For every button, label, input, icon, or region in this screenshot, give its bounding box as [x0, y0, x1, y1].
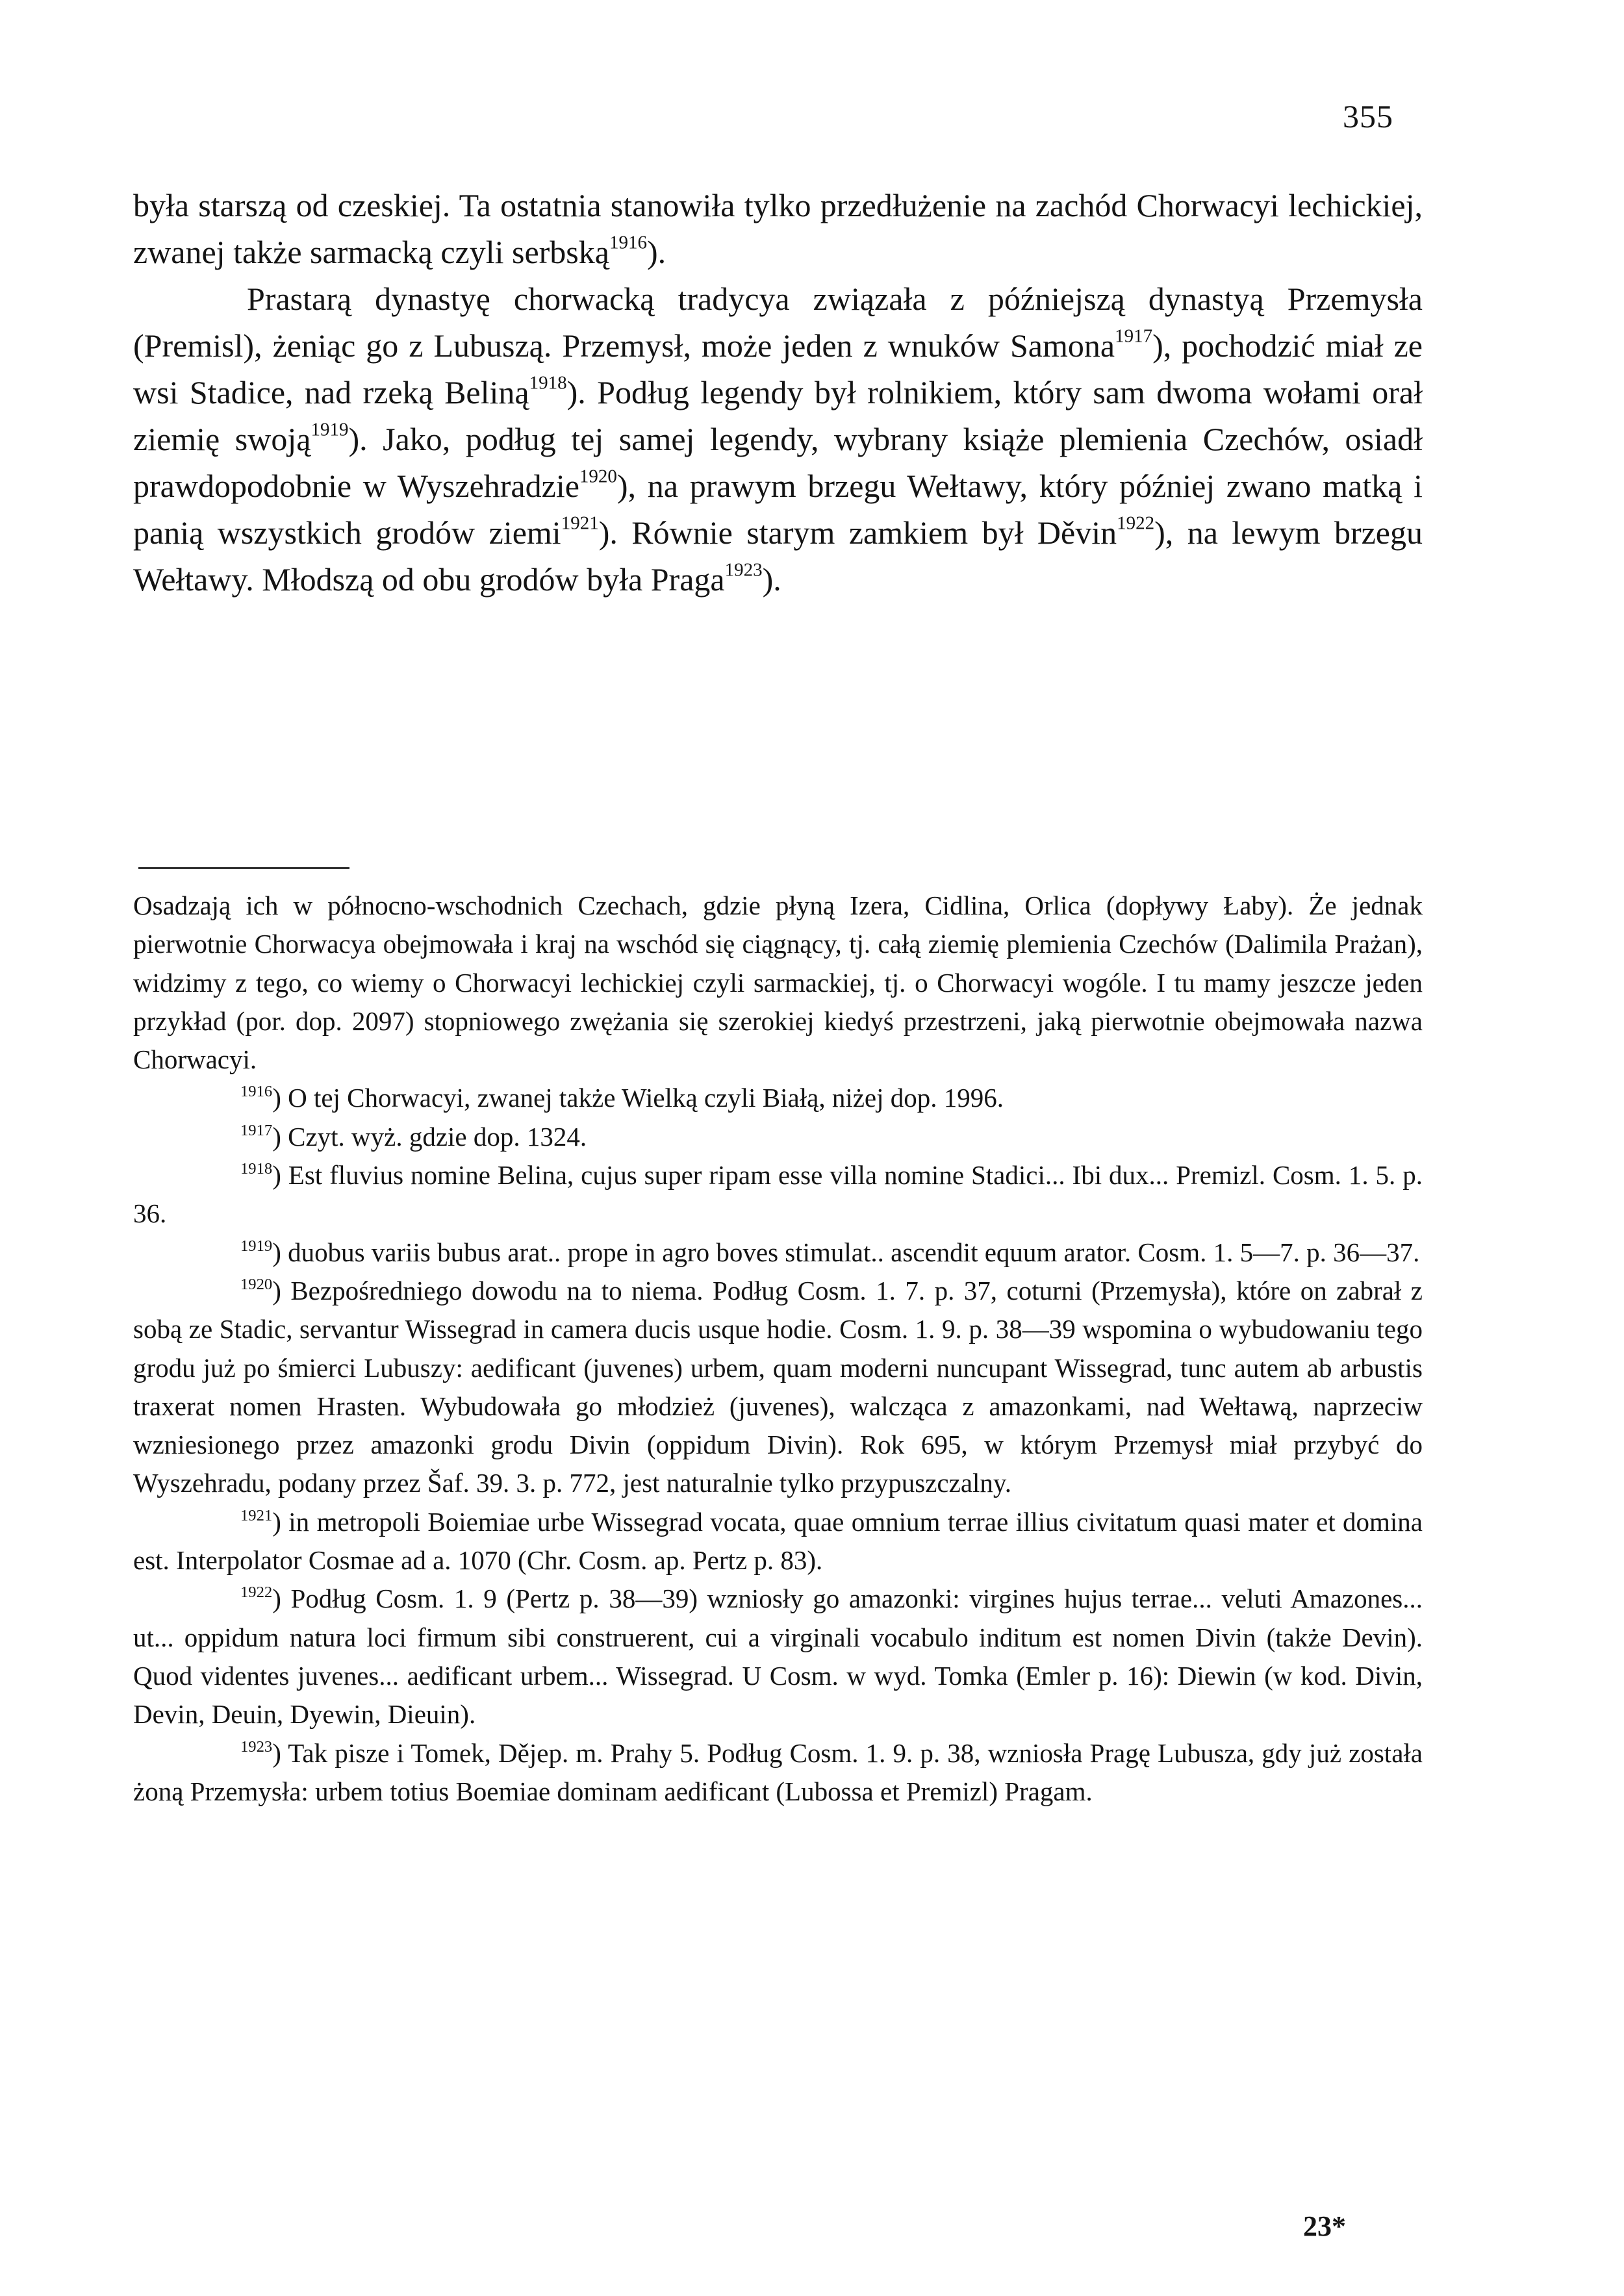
- footnote-ref: 1923: [724, 559, 763, 581]
- footnote-ref: 1922: [1117, 512, 1155, 534]
- text-run: była starszą od czeskiej. Ta ostatnia stanowiła tylko przedłużenie na zachód Chorwacyi lechickiej, zwanej także sarmacką czyli serbską: [133, 187, 1423, 270]
- footnote: [133, 1503, 1423, 1580]
- footnote-ref: 1918: [529, 372, 567, 394]
- text-run: ), na lewym brzegu Wełtawy. Młodszą od obu grodów była Praga: [133, 514, 1423, 598]
- sheet-signature: 23*: [1303, 2210, 1346, 2242]
- footnote-number: 1918: [240, 1160, 273, 1178]
- footnote-number: 1916: [240, 1083, 273, 1101]
- footnote: [133, 1156, 1423, 1233]
- text-run: ).: [646, 234, 666, 270]
- footnote-ref: 1917: [1115, 325, 1153, 347]
- text-run: Osadzają ich w północno-wschodnich Czechach, gdzie płyną Izera, Cidlina, Orlica (dopływy Łaby). Że jednak pierwotnie Chorwacya obejmowała i kraj na wschód się ciągnący, tj. całą ziemię plemienia Czechów (Dalimila Prażan), widzimy z tego, co wiemy o Chorwacyi lechickiej czyli sarmackiej, tj. o Chorwacyi wogóle. I tu mamy jeszcze jeden przykład (por. dop. 2097) stopniowego zwężania się szerokiej kiedyś przestrzeni, jaką pierwotnie obejmowała nazwa Chorwacyi.: [133, 890, 1423, 1075]
- footnote-number: 1920: [240, 1275, 273, 1293]
- footnote: [133, 1079, 1423, 1117]
- book-page: [133, 91, 1423, 2260]
- text-run: ) Czyt. wyż. gdzie dop. 1324.: [272, 1121, 587, 1152]
- footnote-divider: [138, 867, 349, 869]
- paragraph: [133, 275, 1423, 603]
- text-run: ) Bezpośredniego dowodu na to niema. Podług Cosm. 1. 7. p. 37, coturni (Przemysła), które on zabrał z sobą ze Stadic, servantur Wissegrad in camera ducis usque hodie. Cosm. 1. 9. p. 38—39 wspomina o wybudowaniu tego grodu już po śmierci Lubuszy: aedificant (juvenes) urbem, quam moderni nuncupant Wissegrad, tunc autem ab arbustis traxerat nomen Hrasten. Wybudowała go młodzież (juvenes), walcząca z amazonkami, nad Wełtawą, naprzeciw wzniesionego przez amazonki grodu Divin (oppidum Divin). Rok 695, w którym Przemysł miał przybyć do Wyszehradu, podany przez Šaf. 39. 3. p. 772, jest naturalnie tylko przypuszczalny.: [133, 1275, 1423, 1498]
- main-text: [133, 182, 1423, 603]
- text-run: ) duobus variis bubus arat.. prope in agro boves stimulat.. ascendit equum arator. Cosm. 1. 5—7. p. 36—37.: [272, 1237, 1420, 1267]
- text-run: ). Jako, podług tej samej legendy, wybrany książe plemienia Czechów, osiadł prawdopodobnie w Wyszehradzie: [133, 421, 1423, 504]
- text-run: Prastarą dynastyę chorwacką tradycya związała z późniejszą dynastyą Przemysła (Premisl), żeniąc go z Lubuszą. Przemysł, może jeden z wnuków Samona: [133, 281, 1423, 364]
- footnote-ref: 1920: [579, 466, 617, 487]
- footnote: [133, 1734, 1423, 1811]
- footnote-ref: 1916: [609, 232, 647, 253]
- page-number: 355: [1343, 98, 1393, 134]
- footnote-number: 1917: [240, 1121, 273, 1139]
- footnote-number: 1923: [240, 1737, 273, 1756]
- footnote-ref: 1919: [311, 419, 349, 440]
- footnote: [133, 1233, 1423, 1272]
- text-run: ) O tej Chorwacyi, zwanej także Wielką czyli Białą, niżej dop. 1996.: [272, 1083, 1004, 1113]
- footnote: [133, 1580, 1423, 1734]
- footnote: [133, 1272, 1423, 1503]
- text-run: ) Podług Cosm. 1. 9 (Pertz p. 38—39) wzniosły go amazonki: virgines hujus terrae... veluti Amazones... ut... oppidum natura loci firmum sibi construerent, cui a virginali vocabulo inditum est nomen Divin (także Devin). Quod videntes juvenes... aedificant urbem... Wissegrad. U Cosm. w wyd. Tomka (Emler p. 16): Diewin (w kod. Divin, Devin, Deuin, Dyewin, Dieuin).: [133, 1583, 1423, 1730]
- text-run: ).: [762, 561, 781, 598]
- footnote-number: 1922: [240, 1583, 273, 1602]
- paragraph: [133, 182, 1423, 275]
- footnote-ref: 1921: [561, 512, 599, 534]
- footnote: [133, 887, 1423, 1079]
- footnote-number: 1921: [240, 1506, 273, 1524]
- text-run: ). Podług legendy był rolnikiem, który sam dwoma wołami orał ziemię swoją: [133, 374, 1423, 457]
- text-run: ), na prawym brzegu Wełtawy, który później zwano matką i panią wszystkich grodów ziemi: [133, 468, 1423, 551]
- footnote-number: 1919: [240, 1237, 273, 1255]
- text-run: ). Równie starym zamkiem był Děvin: [598, 514, 1117, 551]
- text-run: ) in metropoli Boiemiae urbe Wissegrad vocata, quae omnium terrae illius civitatum quasi mater et domina est. Interpolator Cosmae ad a. 1070 (Chr. Cosm. ap. Pertz p. 83).: [133, 1506, 1423, 1576]
- footnotes: [133, 887, 1423, 1811]
- text-run: ) Est fluvius nomine Belina, cujus super ripam esse villa nomine Stadici... Ibi dux... Premizl. Cosm. 1. 5. p. 36.: [133, 1160, 1423, 1229]
- text-run: ), pochodzić miał ze wsi Stadice, nad rzeką Beliną: [133, 327, 1423, 410]
- text-run: ) Tak pisze i Tomek, Dějep. m. Prahy 5. Podług Cosm. 1. 9. p. 38, wzniosła Pragę Lubusza, gdy już została żoną Przemysła: urbem totius Boemiae dominam aedificant (Lubossa et Premizl) Pragam.: [133, 1737, 1423, 1806]
- footnote: [133, 1118, 1423, 1156]
